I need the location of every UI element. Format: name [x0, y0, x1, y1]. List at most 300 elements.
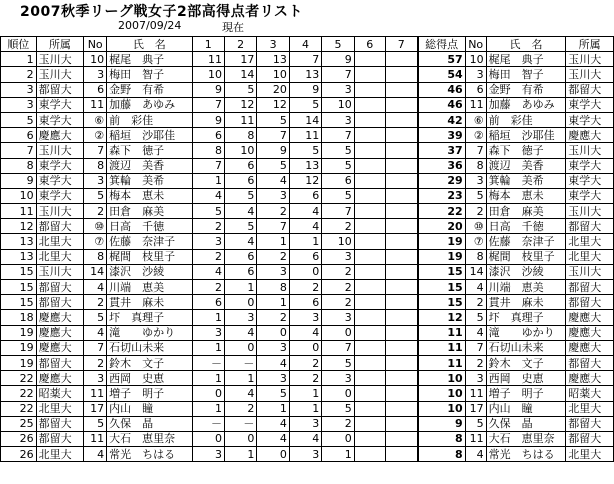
game-7-score — [385, 52, 417, 67]
no-cell-2: 4 — [465, 325, 486, 340]
total-cell: 10 — [418, 371, 466, 386]
game-1-score: 4 — [192, 188, 224, 203]
game-6-score — [354, 219, 385, 234]
name-cell-2: 西岡 史恵 — [486, 371, 566, 386]
game-3-score: 3 — [257, 371, 289, 386]
rank-cell: 13 — [1, 234, 37, 249]
team-cell-2: 昭薬大 — [566, 386, 614, 401]
name-cell: 梶尾 典子 — [107, 52, 192, 67]
name-cell: 梶間 枝里子 — [107, 249, 192, 264]
game-7-score — [385, 158, 417, 173]
game-5-score: 3 — [322, 249, 354, 264]
rank-cell: 3 — [1, 82, 37, 97]
no-cell: ⑦ — [84, 234, 107, 249]
team-cell-2: 東学大 — [566, 173, 614, 188]
team-cell-2: 慶應大 — [566, 310, 614, 325]
game-7-score — [385, 371, 417, 386]
game-5-score: 2 — [322, 264, 354, 279]
team-cell: 都留大 — [36, 295, 84, 310]
rank-cell: 3 — [1, 97, 37, 112]
name-cell-2: 金野 有希 — [486, 82, 566, 97]
game-6-score — [354, 264, 385, 279]
game-3-score: 3 — [257, 264, 289, 279]
rank-cell: 19 — [1, 355, 37, 370]
game-4-score: 4 — [289, 219, 321, 234]
game-1-score: 11 — [192, 52, 224, 67]
name-cell-2: 石切山未来 — [486, 340, 566, 355]
game-5-score: 5 — [322, 158, 354, 173]
game-5-score: 7 — [322, 204, 354, 219]
no-cell: 2 — [84, 295, 107, 310]
team-cell-2: 慶應大 — [566, 325, 614, 340]
total-cell: 11 — [418, 340, 466, 355]
game-4-score: 1 — [289, 386, 321, 401]
game-5-score: 2 — [322, 280, 354, 295]
header-game-3: 3 — [257, 37, 289, 52]
game-5-score: 10 — [322, 234, 354, 249]
total-cell: 9 — [418, 416, 466, 431]
no-cell-2: 5 — [465, 310, 486, 325]
game-3-score: 12 — [257, 97, 289, 112]
game-6-score — [354, 295, 385, 310]
game-2-score: 1 — [224, 371, 256, 386]
total-cell: 12 — [418, 310, 466, 325]
name-cell: 漆沢 沙綾 — [107, 264, 192, 279]
game-2-score: 1 — [224, 280, 256, 295]
game-1-score: 1 — [192, 401, 224, 416]
no-cell-2: 11 — [465, 97, 486, 112]
team-cell-2: 北里大 — [566, 401, 614, 416]
game-2-score: 6 — [224, 158, 256, 173]
total-cell: 54 — [418, 67, 466, 82]
game-3-score: 8 — [257, 280, 289, 295]
team-cell-2: 玉川大 — [566, 67, 614, 82]
header-team: 所属 — [36, 37, 84, 52]
game-6-score — [354, 158, 385, 173]
game-7-score — [385, 188, 417, 203]
game-5-score: 0 — [322, 386, 354, 401]
game-7-score — [385, 310, 417, 325]
header-team-2: 所属 — [566, 37, 614, 52]
game-4-score: 2 — [289, 355, 321, 370]
name-cell-2: 梶間 枝里子 — [486, 249, 566, 264]
table-row — [1, 158, 614, 173]
game-3-score: 2 — [257, 249, 289, 264]
game-6-score — [354, 431, 385, 446]
no-cell-2: 2 — [465, 204, 486, 219]
no-cell: 5 — [84, 416, 107, 431]
name-cell-2: 久保 晶 — [486, 416, 566, 431]
game-4-score: 5 — [289, 97, 321, 112]
header-game-6: 6 — [354, 37, 385, 52]
rank-cell: 9 — [1, 173, 37, 188]
game-3-score: 7 — [257, 128, 289, 143]
game-3-score: 1 — [257, 295, 289, 310]
total-cell: 42 — [418, 112, 466, 127]
game-3-score: 0 — [257, 447, 289, 462]
no-cell: 4 — [84, 280, 107, 295]
team-cell: 都留大 — [36, 431, 84, 446]
game-7-score — [385, 340, 417, 355]
game-1-score: 9 — [192, 112, 224, 127]
game-5-score: 9 — [322, 52, 354, 67]
team-cell-2: 都留大 — [566, 280, 614, 295]
game-7-score — [385, 204, 417, 219]
game-1-score: 3 — [192, 447, 224, 462]
team-cell: 都留大 — [36, 82, 84, 97]
game-2-score: 12 — [224, 97, 256, 112]
game-1-score: 7 — [192, 158, 224, 173]
team-cell-2: 東学大 — [566, 112, 614, 127]
rank-cell: 22 — [1, 371, 37, 386]
rank-cell: 13 — [1, 249, 37, 264]
name-cell-2: 日高 千徳 — [486, 219, 566, 234]
name-cell: 常光 ちはる — [107, 447, 192, 462]
game-1-score: 5 — [192, 204, 224, 219]
team-cell: 玉川大 — [36, 264, 84, 279]
game-7-score — [385, 280, 417, 295]
rank-cell: 19 — [1, 325, 37, 340]
table-row — [1, 234, 614, 249]
game-1-score: 2 — [192, 219, 224, 234]
date-status: 現在 — [222, 21, 244, 34]
game-6-score — [354, 340, 385, 355]
team-cell-2: 北里大 — [566, 249, 614, 264]
rank-cell: 10 — [1, 188, 37, 203]
table-row — [1, 447, 614, 462]
game-5-score: 2 — [322, 295, 354, 310]
game-2-score: 6 — [224, 249, 256, 264]
game-1-score: 3 — [192, 234, 224, 249]
game-6-score — [354, 67, 385, 82]
no-cell-2: 3 — [465, 371, 486, 386]
team-cell: 北里大 — [36, 249, 84, 264]
game-1-score: － — [192, 416, 224, 431]
name-cell: 大石 恵里奈 — [107, 431, 192, 446]
table-row — [1, 371, 614, 386]
no-cell: 2 — [84, 355, 107, 370]
rank-cell: 15 — [1, 264, 37, 279]
team-cell: 玉川大 — [36, 204, 84, 219]
game-1-score: 7 — [192, 97, 224, 112]
name-cell-2: 稲垣 沙耶佳 — [486, 128, 566, 143]
rank-cell: 8 — [1, 158, 37, 173]
name-cell: 増子 明子 — [107, 386, 192, 401]
rank-cell: 25 — [1, 416, 37, 431]
game-2-score: － — [224, 416, 256, 431]
game-7-score — [385, 143, 417, 158]
table-row — [1, 264, 614, 279]
team-cell: 都留大 — [36, 219, 84, 234]
game-5-score: 5 — [322, 401, 354, 416]
team-cell-2: 都留大 — [566, 295, 614, 310]
rank-cell: 6 — [1, 128, 37, 143]
name-cell: 加藤 あゆみ — [107, 97, 192, 112]
game-6-score — [354, 325, 385, 340]
name-cell: 佐藤 奈津子 — [107, 234, 192, 249]
game-5-score: 7 — [322, 340, 354, 355]
game-1-score: 9 — [192, 82, 224, 97]
rank-cell: 26 — [1, 431, 37, 446]
game-6-score — [354, 82, 385, 97]
no-cell: 2 — [84, 204, 107, 219]
team-cell: 玉川大 — [36, 67, 84, 82]
game-1-score: 1 — [192, 310, 224, 325]
game-7-score — [385, 264, 417, 279]
game-2-score: 4 — [224, 386, 256, 401]
table-row — [1, 401, 614, 416]
no-cell: 10 — [84, 52, 107, 67]
name-cell: 内山 瞳 — [107, 401, 192, 416]
no-cell: 14 — [84, 264, 107, 279]
header-game-4: 4 — [289, 37, 321, 52]
total-cell: 20 — [418, 219, 466, 234]
no-cell-2: 2 — [465, 295, 486, 310]
rank-cell: 12 — [1, 219, 37, 234]
no-cell-2: 8 — [465, 249, 486, 264]
rank-cell: 19 — [1, 340, 37, 355]
team-cell: 都留大 — [36, 280, 84, 295]
game-3-score: 1 — [257, 401, 289, 416]
table-row — [1, 173, 614, 188]
game-6-score — [354, 234, 385, 249]
game-3-score: 4 — [257, 355, 289, 370]
rank-cell: 22 — [1, 386, 37, 401]
team-cell-2: 玉川大 — [566, 143, 614, 158]
game-1-score: 0 — [192, 386, 224, 401]
game-6-score — [354, 371, 385, 386]
game-2-score: 5 — [224, 188, 256, 203]
name-cell: 川端 恵美 — [107, 280, 192, 295]
game-4-score: 9 — [289, 82, 321, 97]
total-cell: 39 — [418, 128, 466, 143]
team-cell-2: 東学大 — [566, 97, 614, 112]
no-cell-2: 3 — [465, 173, 486, 188]
name-cell-2: 加藤 あゆみ — [486, 97, 566, 112]
game-5-score: 6 — [322, 173, 354, 188]
team-cell-2: 北里大 — [566, 447, 614, 462]
team-cell: 都留大 — [36, 355, 84, 370]
table-body — [1, 52, 614, 462]
team-cell-2: 慶應大 — [566, 340, 614, 355]
game-5-score: 3 — [322, 112, 354, 127]
game-2-score: 11 — [224, 112, 256, 127]
game-4-score: 1 — [289, 401, 321, 416]
rank-cell: 26 — [1, 447, 37, 462]
game-4-score: 6 — [289, 249, 321, 264]
game-6-score — [354, 401, 385, 416]
game-3-score: 5 — [257, 112, 289, 127]
game-6-score — [354, 188, 385, 203]
team-cell-2: 慶應大 — [566, 128, 614, 143]
game-3-score: 2 — [257, 204, 289, 219]
game-6-score — [354, 355, 385, 370]
rank-cell: 15 — [1, 295, 37, 310]
game-6-score — [354, 52, 385, 67]
no-cell-2: ⑩ — [465, 219, 486, 234]
game-3-score: 9 — [257, 143, 289, 158]
page-title: 2007秋季リーグ戦女子2部高得点者リスト — [20, 4, 303, 20]
game-5-score: 5 — [322, 355, 354, 370]
game-4-score: 2 — [289, 280, 321, 295]
game-1-score: 1 — [192, 173, 224, 188]
game-4-score: 13 — [289, 158, 321, 173]
rank-cell: 1 — [1, 52, 37, 67]
game-7-score — [385, 386, 417, 401]
game-3-score: 3 — [257, 188, 289, 203]
game-7-score — [385, 401, 417, 416]
name-cell-2: 大石 恵里奈 — [486, 431, 566, 446]
header-rank: 順位 — [1, 37, 37, 52]
game-5-score: 0 — [322, 431, 354, 446]
header-game-7: 7 — [385, 37, 417, 52]
game-2-score: 8 — [224, 128, 256, 143]
no-cell-2: 4 — [465, 447, 486, 462]
team-cell: 北里大 — [36, 234, 84, 249]
game-5-score: 1 — [322, 447, 354, 462]
name-cell: 渡辺 美香 — [107, 158, 192, 173]
name-cell: 梅本 恵未 — [107, 188, 192, 203]
name-cell-2: 佐藤 奈津子 — [486, 234, 566, 249]
name-cell: 日高 千徳 — [107, 219, 192, 234]
no-cell: 3 — [84, 67, 107, 82]
name-cell-2: 貫井 麻未 — [486, 295, 566, 310]
table-row — [1, 431, 614, 446]
game-3-score: 1 — [257, 234, 289, 249]
game-1-score: 2 — [192, 280, 224, 295]
no-cell-2: 5 — [465, 188, 486, 203]
game-4-score: 0 — [289, 264, 321, 279]
team-cell: 北里大 — [36, 401, 84, 416]
game-7-score — [385, 431, 417, 446]
total-cell: 23 — [418, 188, 466, 203]
game-4-score: 3 — [289, 447, 321, 462]
report-date: 2007/09/24 — [118, 19, 182, 32]
game-2-score: 14 — [224, 67, 256, 82]
no-cell-2: 6 — [465, 82, 486, 97]
team-cell-2: 玉川大 — [566, 204, 614, 219]
no-cell: ⑩ — [84, 219, 107, 234]
total-cell: 11 — [418, 325, 466, 340]
game-5-score: 5 — [322, 188, 354, 203]
total-cell: 10 — [418, 401, 466, 416]
name-cell-2: 前 彩佳 — [486, 112, 566, 127]
game-2-score: 0 — [224, 340, 256, 355]
rank-cell: 11 — [1, 204, 37, 219]
no-cell-2: 11 — [465, 386, 486, 401]
game-4-score: 6 — [289, 295, 321, 310]
game-5-score: 5 — [322, 143, 354, 158]
total-cell: 57 — [418, 52, 466, 67]
header-game-1: 1 — [192, 37, 224, 52]
table-row — [1, 310, 614, 325]
no-cell-2: 11 — [465, 431, 486, 446]
name-cell: 前 彩佳 — [107, 112, 192, 127]
header-total: 総得点 — [418, 37, 466, 52]
game-7-score — [385, 416, 417, 431]
name-cell-2: 内山 瞳 — [486, 401, 566, 416]
no-cell: 5 — [84, 188, 107, 203]
game-3-score: 13 — [257, 52, 289, 67]
header-game-5: 5 — [322, 37, 354, 52]
game-7-score — [385, 234, 417, 249]
game-7-score — [385, 219, 417, 234]
table-row — [1, 204, 614, 219]
team-cell-2: 都留大 — [566, 219, 614, 234]
game-3-score: 7 — [257, 219, 289, 234]
game-5-score: 3 — [322, 82, 354, 97]
game-4-score: 14 — [289, 112, 321, 127]
table-row — [1, 219, 614, 234]
total-cell: 11 — [418, 355, 466, 370]
rank-cell: 7 — [1, 143, 37, 158]
no-cell-2: 5 — [465, 416, 486, 431]
game-5-score: 3 — [322, 371, 354, 386]
table-row — [1, 355, 614, 370]
game-4-score: 7 — [289, 52, 321, 67]
no-cell-2: 4 — [465, 280, 486, 295]
game-6-score — [354, 416, 385, 431]
game-6-score — [354, 447, 385, 462]
game-3-score: 10 — [257, 67, 289, 82]
game-6-score — [354, 386, 385, 401]
team-cell-2: 東学大 — [566, 188, 614, 203]
name-cell-2: 川端 恵美 — [486, 280, 566, 295]
game-6-score — [354, 249, 385, 264]
no-cell: 4 — [84, 447, 107, 462]
game-4-score: 13 — [289, 67, 321, 82]
table-row — [1, 82, 614, 97]
game-4-score: 3 — [289, 416, 321, 431]
game-2-score: － — [224, 355, 256, 370]
game-3-score: 3 — [257, 340, 289, 355]
rank-cell: 5 — [1, 112, 37, 127]
game-4-score: 0 — [289, 340, 321, 355]
game-7-score — [385, 355, 417, 370]
name-cell-2: 森下 徳子 — [486, 143, 566, 158]
name-cell: 圷 真理子 — [107, 310, 192, 325]
game-3-score: 0 — [257, 325, 289, 340]
name-cell-2: 鈴木 文子 — [486, 355, 566, 370]
game-1-score: 8 — [192, 143, 224, 158]
game-3-score: 5 — [257, 386, 289, 401]
game-1-score: 1 — [192, 340, 224, 355]
game-6-score — [354, 280, 385, 295]
team-cell: 東学大 — [36, 188, 84, 203]
game-3-score: 4 — [257, 416, 289, 431]
total-cell: 29 — [418, 173, 466, 188]
game-3-score: 20 — [257, 82, 289, 97]
game-5-score: 0 — [322, 325, 354, 340]
game-1-score: 1 — [192, 371, 224, 386]
game-1-score: 6 — [192, 295, 224, 310]
team-cell: 玉川大 — [36, 143, 84, 158]
name-cell-2: 梅田 智子 — [486, 67, 566, 82]
game-6-score — [354, 128, 385, 143]
game-2-score: 0 — [224, 295, 256, 310]
name-cell: 西岡 史恵 — [107, 371, 192, 386]
no-cell: 7 — [84, 143, 107, 158]
table-row — [1, 188, 614, 203]
game-6-score — [354, 112, 385, 127]
game-2-score: 5 — [224, 219, 256, 234]
game-4-score: 12 — [289, 173, 321, 188]
header-no: No — [84, 37, 107, 52]
name-cell: 久保 晶 — [107, 416, 192, 431]
no-cell-2: 7 — [465, 340, 486, 355]
game-2-score: 5 — [224, 82, 256, 97]
game-5-score: 7 — [322, 128, 354, 143]
